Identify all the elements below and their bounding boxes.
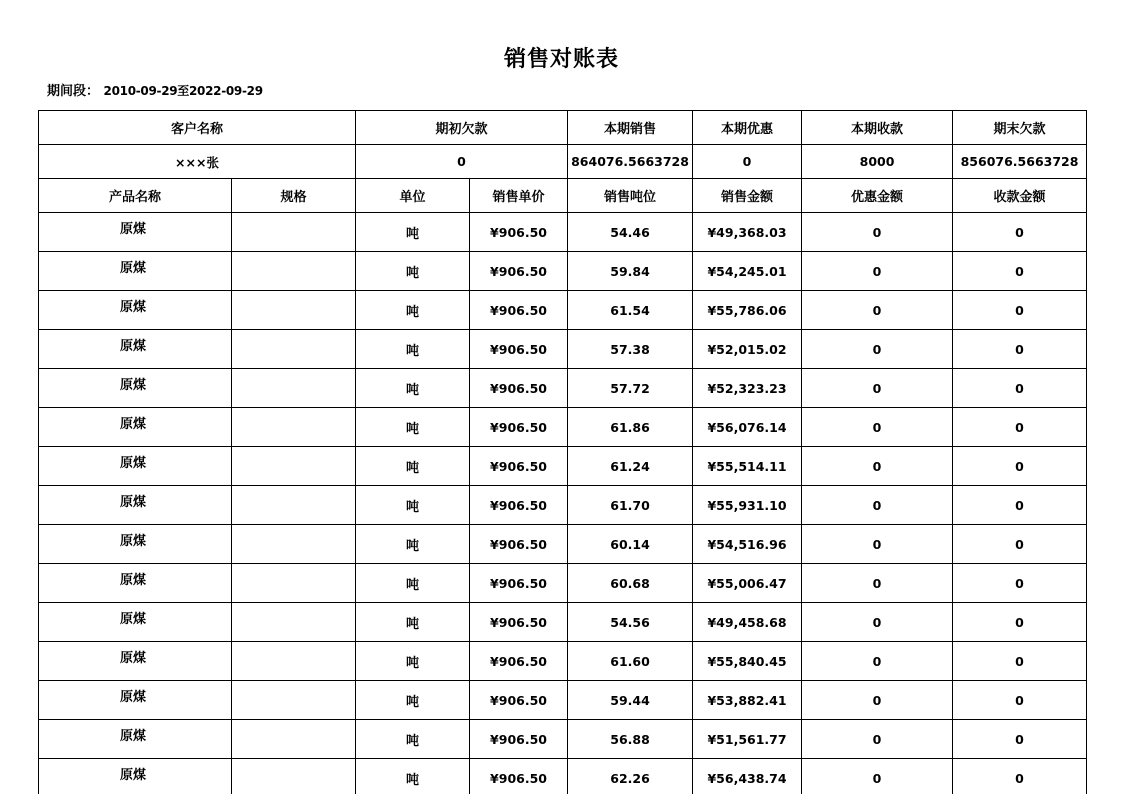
receipt-cell: 0	[953, 447, 1087, 486]
spec-cell	[232, 720, 356, 759]
customer-name-header: 客户名称	[39, 111, 356, 145]
tonnage-cell: 57.72	[568, 369, 693, 408]
spec-cell	[232, 408, 356, 447]
column-header-row	[39, 179, 1087, 213]
table-row	[39, 330, 1087, 369]
amount-cell: ¥51,561.77	[693, 720, 802, 759]
unit-cell: 吨	[356, 408, 470, 447]
unit-price-cell: ¥906.50	[470, 759, 568, 794]
product-name-cell: 原煤	[39, 330, 232, 369]
period-discount-header: 本期优惠	[693, 111, 802, 145]
tonnage-cell: 54.46	[568, 213, 693, 252]
unit-price-cell: ¥906.50	[470, 252, 568, 291]
product-name-cell: 原煤	[39, 603, 232, 642]
unit-price-header: 销售单价	[470, 179, 568, 213]
tonnage-cell: 60.68	[568, 564, 693, 603]
receipt-header: 收款金额	[953, 179, 1087, 213]
summary-header-row	[39, 111, 1087, 145]
tonnage-cell: 61.24	[568, 447, 693, 486]
table-row	[39, 564, 1087, 603]
spec-cell	[232, 642, 356, 681]
summary-value-row	[39, 145, 1087, 179]
product-name-cell: 原煤	[39, 369, 232, 408]
table-row	[39, 408, 1087, 447]
tonnage-cell: 61.54	[568, 291, 693, 330]
unit-cell: 吨	[356, 213, 470, 252]
table-row	[39, 486, 1087, 525]
period-receipt-header: 本期收款	[802, 111, 953, 145]
unit-cell: 吨	[356, 681, 470, 720]
period-value: 2010-09-29至2022-09-29	[103, 84, 263, 98]
amount-cell: ¥54,516.96	[693, 525, 802, 564]
discount-cell: 0	[802, 564, 953, 603]
unit-cell: 吨	[356, 525, 470, 564]
unit-price-cell: ¥906.50	[470, 525, 568, 564]
receipt-cell: 0	[953, 681, 1087, 720]
receipt-cell: 0	[953, 720, 1087, 759]
closing-debt-header: 期末欠款	[953, 111, 1087, 145]
amount-cell: ¥55,840.45	[693, 642, 802, 681]
amount-cell: ¥56,438.74	[693, 759, 802, 794]
product-name-cell: 原煤	[39, 447, 232, 486]
discount-cell: 0	[802, 369, 953, 408]
amount-cell: ¥49,458.68	[693, 603, 802, 642]
table-row	[39, 681, 1087, 720]
receipt-cell: 0	[953, 369, 1087, 408]
period-range	[47, 80, 263, 99]
tonnage-cell: 54.56	[568, 603, 693, 642]
period-receipt-value: 8000	[802, 145, 953, 179]
unit-price-cell: ¥906.50	[470, 447, 568, 486]
unit-price-cell: ¥906.50	[470, 291, 568, 330]
product-name-cell: 原煤	[39, 486, 232, 525]
tonnage-header: 销售吨位	[568, 179, 693, 213]
table-row	[39, 603, 1087, 642]
period-label: 期间段：	[47, 84, 100, 99]
amount-cell: ¥55,786.06	[693, 291, 802, 330]
unit-price-cell: ¥906.50	[470, 642, 568, 681]
spec-header: 规格	[232, 179, 356, 213]
spec-cell	[232, 681, 356, 720]
table-row	[39, 213, 1087, 252]
amount-cell: ¥55,006.47	[693, 564, 802, 603]
table-row	[39, 642, 1087, 681]
receipt-cell: 0	[953, 252, 1087, 291]
unit-cell: 吨	[356, 252, 470, 291]
unit-price-cell: ¥906.50	[470, 720, 568, 759]
discount-cell: 0	[802, 330, 953, 369]
table-row	[39, 525, 1087, 564]
tonnage-cell: 61.60	[568, 642, 693, 681]
amount-header: 销售金额	[693, 179, 802, 213]
report-title: 销售对账表	[503, 46, 619, 72]
unit-price-cell: ¥906.50	[470, 603, 568, 642]
unit-cell: 吨	[356, 447, 470, 486]
amount-cell: ¥52,323.23	[693, 369, 802, 408]
table-row	[39, 369, 1087, 408]
receipt-cell: 0	[953, 759, 1087, 794]
discount-cell: 0	[802, 759, 953, 794]
unit-cell: 吨	[356, 369, 470, 408]
discount-cell: 0	[802, 213, 953, 252]
discount-cell: 0	[802, 486, 953, 525]
product-name-cell: 原煤	[39, 525, 232, 564]
closing-debt-value: 856076.5663728	[953, 145, 1087, 179]
receipt-cell: 0	[953, 642, 1087, 681]
spec-cell	[232, 759, 356, 794]
discount-cell: 0	[802, 720, 953, 759]
unit-cell: 吨	[356, 720, 470, 759]
unit-price-cell: ¥906.50	[470, 408, 568, 447]
amount-cell: ¥55,931.10	[693, 486, 802, 525]
spec-cell	[232, 486, 356, 525]
receipt-cell: 0	[953, 408, 1087, 447]
tonnage-cell: 57.38	[568, 330, 693, 369]
receipt-cell: 0	[953, 564, 1087, 603]
receipt-cell: 0	[953, 291, 1087, 330]
discount-cell: 0	[802, 681, 953, 720]
spec-cell	[232, 369, 356, 408]
product-name-header: 产品名称	[39, 179, 232, 213]
unit-cell: 吨	[356, 603, 470, 642]
table-row	[39, 447, 1087, 486]
receipt-cell: 0	[953, 486, 1087, 525]
tonnage-cell: 56.88	[568, 720, 693, 759]
amount-cell: ¥54,245.01	[693, 252, 802, 291]
tonnage-cell: 62.26	[568, 759, 693, 794]
amount-cell: ¥49,368.03	[693, 213, 802, 252]
tonnage-cell: 61.70	[568, 486, 693, 525]
unit-price-cell: ¥906.50	[470, 213, 568, 252]
spec-cell	[232, 330, 356, 369]
tonnage-cell: 59.84	[568, 252, 693, 291]
amount-cell: ¥52,015.02	[693, 330, 802, 369]
product-name-cell: 原煤	[39, 642, 232, 681]
product-name-cell: 原煤	[39, 213, 232, 252]
unit-cell: 吨	[356, 291, 470, 330]
spec-cell	[232, 213, 356, 252]
product-name-cell: 原煤	[39, 408, 232, 447]
table-row	[39, 291, 1087, 330]
amount-cell: ¥55,514.11	[693, 447, 802, 486]
opening-debt-value: 0	[356, 145, 568, 179]
discount-cell: 0	[802, 603, 953, 642]
tonnage-cell: 59.44	[568, 681, 693, 720]
unit-cell: 吨	[356, 759, 470, 794]
receipt-cell: 0	[953, 330, 1087, 369]
amount-cell: ¥56,076.14	[693, 408, 802, 447]
discount-cell: 0	[802, 447, 953, 486]
product-name-cell: 原煤	[39, 759, 232, 794]
product-name-cell: 原煤	[39, 291, 232, 330]
tonnage-cell: 61.86	[568, 408, 693, 447]
table-row	[39, 720, 1087, 759]
unit-price-cell: ¥906.50	[470, 369, 568, 408]
opening-debt-header: 期初欠款	[356, 111, 568, 145]
unit-cell: 吨	[356, 642, 470, 681]
product-name-cell: 原煤	[39, 252, 232, 291]
spec-cell	[232, 291, 356, 330]
discount-cell: 0	[802, 525, 953, 564]
unit-cell: 吨	[356, 330, 470, 369]
table-row	[39, 252, 1087, 291]
spec-cell	[232, 564, 356, 603]
customer-name-value: ×××张	[39, 145, 356, 179]
spec-cell	[232, 252, 356, 291]
amount-cell: ¥53,882.41	[693, 681, 802, 720]
discount-header: 优惠金额	[802, 179, 953, 213]
unit-price-cell: ¥906.50	[470, 564, 568, 603]
statement-table	[38, 110, 1087, 794]
receipt-cell: 0	[953, 213, 1087, 252]
period-sales-value: 864076.5663728	[568, 145, 693, 179]
spec-cell	[232, 525, 356, 564]
product-name-cell: 原煤	[39, 564, 232, 603]
discount-cell: 0	[802, 642, 953, 681]
spec-cell	[232, 447, 356, 486]
product-name-cell: 原煤	[39, 681, 232, 720]
unit-price-cell: ¥906.50	[470, 330, 568, 369]
product-name-cell: 原煤	[39, 720, 232, 759]
receipt-cell: 0	[953, 525, 1087, 564]
unit-cell: 吨	[356, 486, 470, 525]
discount-cell: 0	[802, 408, 953, 447]
table-row	[39, 759, 1087, 794]
unit-header: 单位	[356, 179, 470, 213]
discount-cell: 0	[802, 252, 953, 291]
tonnage-cell: 60.14	[568, 525, 693, 564]
period-sales-header: 本期销售	[568, 111, 693, 145]
receipt-cell: 0	[953, 603, 1087, 642]
unit-price-cell: ¥906.50	[470, 486, 568, 525]
discount-cell: 0	[802, 291, 953, 330]
unit-cell: 吨	[356, 564, 470, 603]
spec-cell	[232, 603, 356, 642]
period-discount-value: 0	[693, 145, 802, 179]
unit-price-cell: ¥906.50	[470, 681, 568, 720]
